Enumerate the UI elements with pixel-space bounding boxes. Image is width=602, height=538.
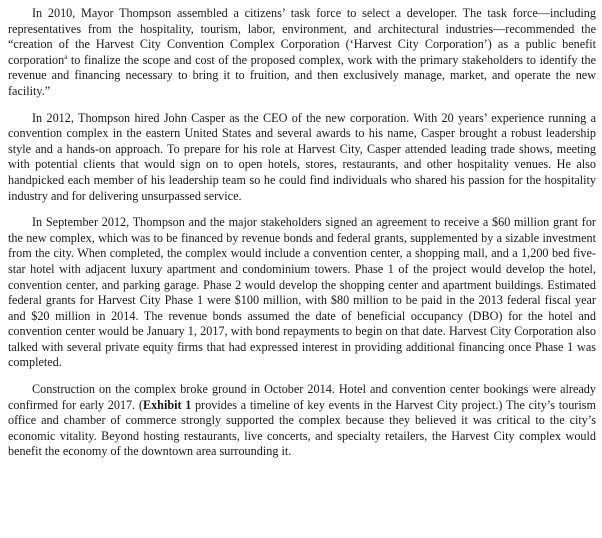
paragraph-text: In 2012, Thompson hired John Casper as the CEO of the new corporation. With 20 years’ experience running a convention complex in the eastern United States and several awards to his name, Casper brought a robust leadership style and a hands-on approach. To prepare for his role at Harvest City, Casper attended leading trade shows, meeting with potential clients that would sign on to open hotels, stores, restaurants, and other hospitality venues. He also handpicked each member of his leadership team so he could find individuals who shared his passion for the hospitality industry and for delivering unsurpassed service. [8,110,596,203]
paragraph-text: Construction on the complex broke ground in October 2014. Hotel and convention center bookings were already confirmed for early 2017. ( [8,382,596,412]
paragraph-construction [8,382,596,460]
paragraph-text: provides a timeline of key events in the Harvest City project.) The city’s tourism office and chamber of commerce strongly supported the complex because they believed it was critical to the city’s economic vitality. Beyond hosting restaurants, live concerts, and specialty retailers, the Harvest City complex would benefit the economy of the downtown area surrounding it. [8,397,596,459]
exhibit-reference: Exhibit 1 [142,397,192,412]
paragraph-text: In 2010, Mayor Thompson assembled a citizens’ task force to select a developer. The task force—including representatives from the hospitality, tourism, labor, environment, and architectural industries—recommended the “creation of the Harvest City Convention Complex Corporation (‘Harvest City Corporation’) as a public benefit corporation [8,6,596,67]
paragraph-financing [8,215,596,371]
paragraph-text: to finalize the scope and cost of the proposed complex, work with the primary stakeholders to identify the revenue and financing necessary to bring it to fruition, and then exclusively manage, market, and operate the new facility.” [8,52,596,98]
paragraph-casper-hire [8,111,596,205]
footnote-marker: a [64,52,68,61]
paragraph-text: In September 2012, Thompson and the major stakeholders signed an agreement to receive a $60 million grant for the new complex, which was to be financed by revenue bonds and federal grants, supplemented by a sizable investment from the city. When completed, the complex would include a convention center, a shopping mall, and a 1,200 bed five-star hotel with adjacent luxury apartment and condominium towers. Phase 1 of the project would develop the hotel, convention center, and parking garage. Phase 2 would develop the shopping center and apartment buildings. Estimated federal grants for Harvest City Phase 1 were $100 million, with $80 million to be paid in the 2013 federal fiscal year and $20 million in 2014. The revenue bonds assumed the date of beneficial occupancy (DBO) for the hotel and convention center would be January 1, 2017, with bond repayments to begin on that date. Harvest City Corporation also talked with several private equity firms that had expressed interest in providing additional financing once Phase 1 was completed. [8,215,596,370]
paragraph-task-force [8,6,596,100]
